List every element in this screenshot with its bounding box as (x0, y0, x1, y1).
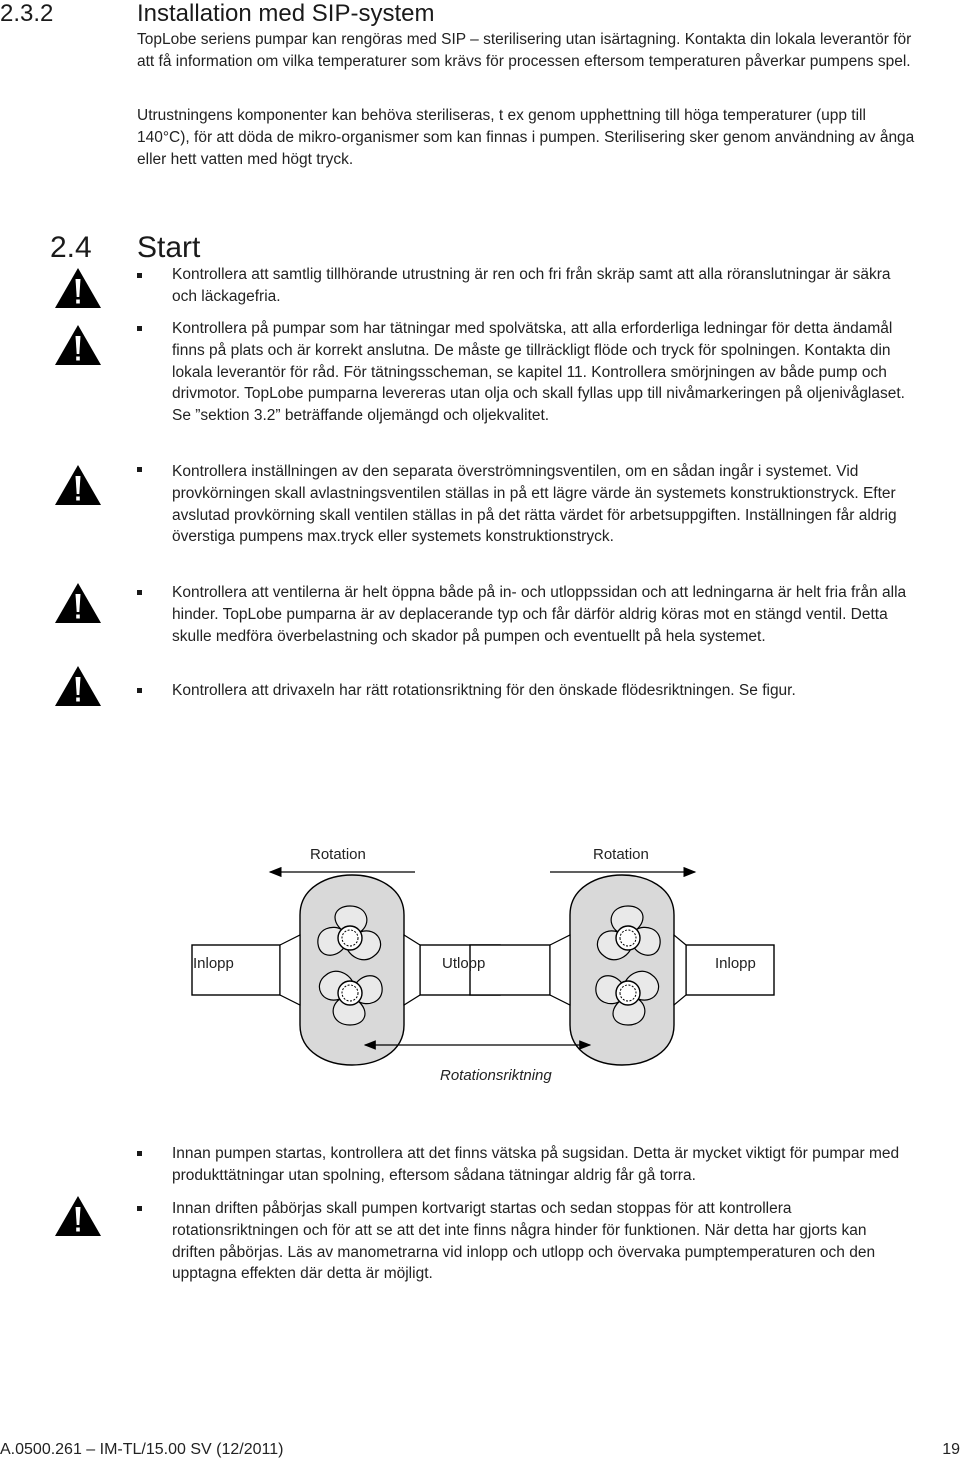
document-reference: A.0500.261 – IM-TL/15.00 SV (12/2011) (0, 1441, 284, 1458)
paragraph: Utrustningens komponenter kan behöva steriliseras, t ex genom upphettning till höga temperaturer (upp till 140°C), för att döda de mikro-organismer som kan finnas i pumpen. Sterilisering sker genom användning av ånga eller hett vatten med högt tryck. (137, 107, 915, 168)
inlet-label: Inlopp (193, 955, 234, 972)
warning-triangle-icon (55, 268, 101, 308)
section-title: Start (137, 231, 201, 264)
section-number: 2.3.2 (0, 0, 54, 27)
bullet-marker (137, 326, 142, 331)
outlet-label: Utlopp (442, 955, 486, 972)
bullet-marker (137, 590, 142, 595)
page-number: 19 (942, 1441, 960, 1458)
bullet-marker (137, 273, 142, 278)
bullet-marker (137, 467, 142, 472)
bullet-marker (137, 1151, 142, 1156)
list-item: Innan driften påbörjas skall pumpen kortvarigt startas och sedan stoppas för att kontrollera rotationsriktningen och för att se att det inte finns några hinder för funktionen. När detta har gjorts kan driften påbörjas. Läs av manometrarna vid inlopp och utlopp och övervaka pumptemperaturen och den upptagna effekten där detta är möjligt. (172, 1200, 876, 1283)
warning-triangle-icon (55, 325, 101, 365)
warning-triangle-icon (55, 666, 101, 706)
figure-caption: Rotationsriktning (440, 1067, 552, 1084)
bullet-marker (137, 688, 142, 693)
inlet-label: Inlopp (715, 955, 756, 972)
warning-triangle-icon (55, 465, 101, 505)
paragraph: TopLobe seriens pumpar kan rengöras med SIP – sterilisering utan isärtagning. Kontakta din lokala leverantör för att få information om vilka temperaturer som krävs för processen eftersom temperaturen påverkar pumpens spel. (137, 31, 912, 70)
warning-triangle-icon (55, 583, 101, 623)
section-title: Installation med SIP-system (137, 0, 435, 27)
rotation-label: Rotation (593, 846, 649, 863)
list-item: Kontrollera inställningen av den separata överströmningsventilen, om en sådan ingår i systemet. Vid provkörningen skall avlastningsventilen ställas in på ett lägre värde än systemets konstruktionstryck. Efter avslutad provkörning skall ventilen ställas in på det rätta värdet för arbetsuppgiften. Inställningen får aldrig överstiga pumpens max.tryck eller systemets konstruktionstryck. (172, 463, 897, 546)
list-item: Kontrollera att drivaxeln har rätt rotationsriktning för den önskade flödesriktningen. Se figur. (172, 682, 796, 699)
warning-triangle-icon (55, 1196, 101, 1236)
section-number: 2.4 (50, 231, 92, 264)
bullet-marker (137, 1206, 142, 1211)
list-item: Kontrollera på pumpar som har tätningar med spolvätska, att alla erforderliga ledningar för detta ändamål finns på plats och är korrekt anslutna. De måste ge tillräckligt flöde och tryck för spolningen. Kontakta din lokala leverantör för råd. För tätningsscheman, se kapitel 11. Kontrollera smörjningen av både pump och drivmotor. TopLobe pumparna levereras utan olja och skall fyllas upp till nivåmarkeringen på oljenivåglaset. Se ”sektion 3.2” beträffande oljemängd och oljekvalitet. (172, 320, 905, 425)
rotation-label: Rotation (310, 846, 366, 863)
list-item: Kontrollera att ventilerna är helt öppna både på in- och utloppssidan och att ledningarna är helt fria från alla hinder. TopLobe pumparna är av deplacerande typ och får därför aldrig köras mot en stängd ventil. Detta skulle medföra överbelastning och skador på pumpen och eventuellt på hela systemet. (172, 584, 907, 645)
list-item: Innan pumpen startas, kontrollera att det finns vätska på sugsidan. Detta är mycket viktigt för pumpar med produkttätningar utan spolning, eftersom sådana tätningar aldrig får gå torra. (172, 1145, 900, 1184)
list-item: Kontrollera att samtlig tillhörande utrustning är ren och fri från skräp samt att alla röranslutningar är säkra och läckagefria. (172, 266, 891, 305)
